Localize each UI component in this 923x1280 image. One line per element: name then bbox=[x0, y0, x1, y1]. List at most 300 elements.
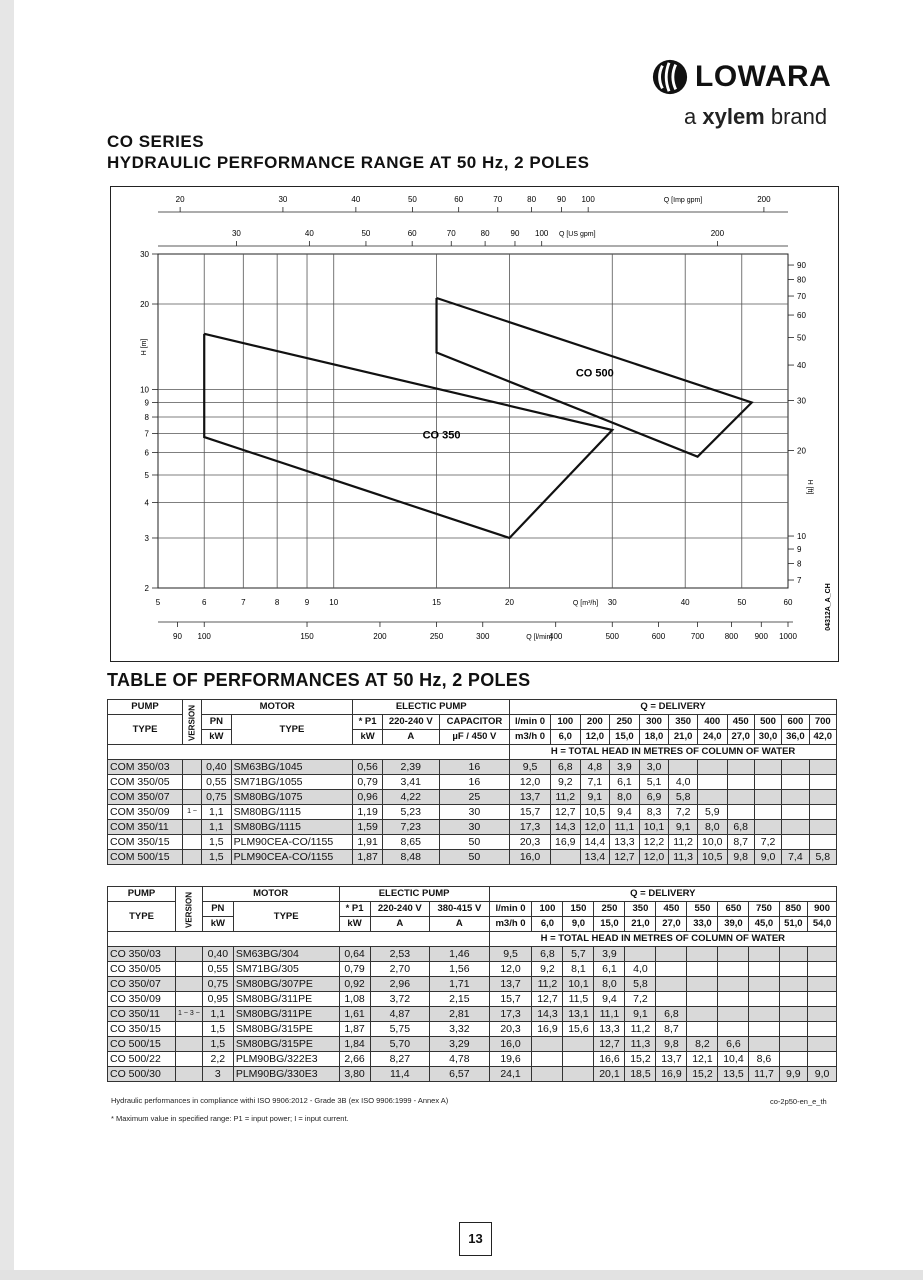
table-cell: 11,2 bbox=[550, 790, 580, 805]
table-cell: 8,7 bbox=[727, 835, 754, 850]
table-cell: m3/h 0 bbox=[510, 730, 551, 745]
table-cell: 0,79 bbox=[339, 962, 370, 977]
table-header-row bbox=[108, 700, 837, 715]
table-cell: COM 350/05 bbox=[108, 775, 183, 790]
table-cell: MOTOR bbox=[202, 700, 353, 715]
table-cell: 8,3 bbox=[639, 805, 669, 820]
table-cell: SM80BG/311PE bbox=[233, 1007, 339, 1022]
table-cell: 11,2 bbox=[532, 977, 563, 992]
tick-label-m3h: 8 bbox=[274, 598, 280, 607]
table-cell: 24,0 bbox=[697, 730, 727, 745]
table-cell: PLM90BG/330E3 bbox=[233, 1067, 339, 1082]
table-cell: 5,9 bbox=[697, 805, 727, 820]
table-cell: 10,1 bbox=[563, 977, 594, 992]
table-cell bbox=[754, 805, 781, 820]
table-cell: 3 bbox=[202, 1067, 233, 1082]
table-cell: 5,8 bbox=[809, 850, 836, 865]
table-cell: 18,0 bbox=[639, 730, 669, 745]
table-cell: 1,5 bbox=[202, 835, 232, 850]
table-cell: 0,56 bbox=[353, 760, 383, 775]
table-cell: 45,0 bbox=[749, 917, 779, 932]
tick-label-head-m: 4 bbox=[144, 498, 149, 508]
table-cell bbox=[687, 962, 718, 977]
tick-label-head-ft: 40 bbox=[797, 361, 806, 371]
tick-label-head-ft: 90 bbox=[797, 261, 806, 271]
table-cell: 12,7 bbox=[550, 805, 580, 820]
table-header-row bbox=[108, 917, 837, 932]
table-cell bbox=[625, 947, 656, 962]
table-cell: PLM90CEA-CO/1155 bbox=[231, 835, 353, 850]
table-cell: 1,08 bbox=[339, 992, 370, 1007]
table-cell: 0,75 bbox=[202, 790, 232, 805]
table-cell bbox=[808, 1007, 837, 1022]
table-cell bbox=[779, 947, 808, 962]
table-cell: 6,1 bbox=[594, 962, 625, 977]
table-cell bbox=[550, 850, 580, 865]
table-cell: 13,1 bbox=[563, 1007, 594, 1022]
table-cell bbox=[183, 790, 202, 805]
table-cell: 12,2 bbox=[639, 835, 669, 850]
table-cell bbox=[687, 1022, 718, 1037]
table-cell: 6,0 bbox=[550, 730, 580, 745]
table-cell: 3,80 bbox=[339, 1067, 370, 1082]
table-cell: 30 bbox=[439, 820, 509, 835]
tick-label-us-gpm: 100 bbox=[535, 229, 549, 238]
table-cell: 1,5 bbox=[202, 1022, 233, 1037]
table-cell: CO 500/15 bbox=[108, 1037, 176, 1052]
table-cell bbox=[532, 1037, 563, 1052]
table-header-row bbox=[108, 932, 837, 947]
table-cell: ELECTIC PUMP bbox=[353, 700, 510, 715]
tick-label-m3h: 20 bbox=[505, 598, 514, 607]
tick-label-lmin: 200 bbox=[373, 632, 387, 641]
table-cell bbox=[779, 1037, 808, 1052]
table-row bbox=[108, 805, 837, 820]
table-cell: 1,87 bbox=[353, 850, 383, 865]
table-cell: 16,0 bbox=[489, 1037, 532, 1052]
table-cell: 9,5 bbox=[510, 760, 551, 775]
table-cell bbox=[727, 760, 754, 775]
tick-label-lmin: 900 bbox=[754, 632, 768, 641]
table-cell: 650 bbox=[718, 902, 749, 917]
table-cell: kW bbox=[202, 730, 232, 745]
table-cell: 10,0 bbox=[697, 835, 727, 850]
table-cell: 17,3 bbox=[489, 1007, 532, 1022]
table-cell: 1,5 bbox=[202, 1037, 233, 1052]
table-cell: PUMP bbox=[108, 887, 176, 902]
table-cell: SM71BG/305 bbox=[233, 962, 339, 977]
table-cell: 10,4 bbox=[718, 1052, 749, 1067]
page-bottom-edge bbox=[0, 1270, 923, 1280]
table-cell: 10,5 bbox=[580, 805, 610, 820]
table-cell: 1 ~ 3 ~ bbox=[176, 1007, 203, 1022]
performance-envelope-co350 bbox=[204, 334, 612, 538]
table-row bbox=[108, 962, 837, 977]
table-cell bbox=[183, 820, 202, 835]
table-cell: 5,7 bbox=[563, 947, 594, 962]
table-cell bbox=[782, 805, 809, 820]
tick-label-us-gpm: 40 bbox=[304, 229, 314, 238]
table-row bbox=[108, 1037, 837, 1052]
table-cell: 25 bbox=[439, 790, 509, 805]
table-cell: CO 350/09 bbox=[108, 992, 176, 1007]
axis-label-m3h: Q [m³/h] bbox=[572, 600, 599, 607]
table-cell: 4,8 bbox=[580, 760, 610, 775]
tick-label-us-gpm: 70 bbox=[446, 229, 456, 238]
table-cell: 11,1 bbox=[594, 1007, 625, 1022]
tick-label-m3h: 5 bbox=[155, 598, 161, 607]
table-cell bbox=[749, 1007, 779, 1022]
tick-label-head-ft: 20 bbox=[797, 446, 806, 456]
table-header-row bbox=[108, 902, 837, 917]
table-cell bbox=[754, 775, 781, 790]
table-cell: 5,23 bbox=[382, 805, 439, 820]
table-cell bbox=[183, 760, 202, 775]
table-cell bbox=[718, 947, 749, 962]
tick-label-m3h: 6 bbox=[201, 598, 207, 607]
table-cell: SM80BG/315PE bbox=[233, 1022, 339, 1037]
table-cell: 12,0 bbox=[489, 962, 532, 977]
table-cell: 220-240 V bbox=[370, 902, 430, 917]
table-cell: SM80BG/1115 bbox=[231, 805, 353, 820]
performance-table-three-phase bbox=[107, 886, 837, 1082]
tick-label-head-ft: 7 bbox=[797, 576, 802, 586]
tick-label-head-m: 7 bbox=[144, 429, 149, 439]
table-cell: 9,8 bbox=[656, 1037, 687, 1052]
table-cell: 4,22 bbox=[382, 790, 439, 805]
table-cell bbox=[779, 962, 808, 977]
table-row bbox=[108, 947, 837, 962]
table-row bbox=[108, 1052, 837, 1067]
table-cell: 2,15 bbox=[430, 992, 490, 1007]
table-cell: 8,6 bbox=[749, 1052, 779, 1067]
table-cell: * P1 bbox=[353, 715, 383, 730]
table-cell: 7,1 bbox=[580, 775, 610, 790]
table-header-row bbox=[108, 730, 837, 745]
table-cell: 6,9 bbox=[639, 790, 669, 805]
tick-label-head-ft: 50 bbox=[797, 333, 806, 343]
lowara-logo bbox=[651, 58, 831, 96]
table-cell bbox=[176, 1052, 203, 1067]
table-cell bbox=[782, 835, 809, 850]
table-cell: 12,1 bbox=[687, 1052, 718, 1067]
table-cell: 51,0 bbox=[779, 917, 808, 932]
table-cell: 21,0 bbox=[669, 730, 698, 745]
table-cell bbox=[563, 1067, 594, 1082]
table-cell: 7,2 bbox=[669, 805, 698, 820]
table-cell: A bbox=[430, 917, 490, 932]
brand-tagline: a xylem brand bbox=[684, 104, 828, 129]
tick-label-m3h: 50 bbox=[737, 598, 747, 607]
table-cell: 13,7 bbox=[656, 1052, 687, 1067]
table-cell: 850 bbox=[779, 902, 808, 917]
table-cell bbox=[718, 962, 749, 977]
table-cell: CO 350/05 bbox=[108, 962, 176, 977]
tick-label-m3h: 10 bbox=[329, 598, 339, 607]
tick-label-head-ft: 30 bbox=[797, 396, 806, 406]
table-cell bbox=[809, 835, 836, 850]
table-cell: SM80BG/1075 bbox=[231, 790, 353, 805]
table-cell: 3,9 bbox=[610, 760, 640, 775]
table-cell: Q = DELIVERY bbox=[510, 700, 837, 715]
tick-label-head-m: 30 bbox=[140, 250, 149, 259]
table-cell bbox=[656, 947, 687, 962]
table-cell: COM 350/11 bbox=[108, 820, 183, 835]
table-cell bbox=[656, 962, 687, 977]
table-cell bbox=[176, 1022, 203, 1037]
table-cell: COM 350/03 bbox=[108, 760, 183, 775]
table-cell: 1,71 bbox=[430, 977, 490, 992]
table-cell bbox=[749, 947, 779, 962]
table-cell bbox=[782, 820, 809, 835]
tick-label-head-m: 3 bbox=[144, 533, 149, 543]
tick-label-head-ft: 10 bbox=[797, 532, 806, 542]
table-cell: 13,7 bbox=[489, 977, 532, 992]
table-cell: 1,59 bbox=[353, 820, 383, 835]
table-cell: PLM90BG/322E3 bbox=[233, 1052, 339, 1067]
table-cell: 3,32 bbox=[430, 1022, 490, 1037]
table-row bbox=[108, 977, 837, 992]
table-row bbox=[108, 1067, 837, 1082]
table-cell: 8,0 bbox=[594, 977, 625, 992]
table-cell: 6,57 bbox=[430, 1067, 490, 1082]
table-cell bbox=[808, 962, 837, 977]
table-cell: 8,48 bbox=[382, 850, 439, 865]
table-cell bbox=[808, 1037, 837, 1052]
table-cell bbox=[809, 760, 836, 775]
axis-label-head-m: H [m] bbox=[141, 338, 148, 356]
table-cell: 6,1 bbox=[610, 775, 640, 790]
table-cell: 8,27 bbox=[370, 1052, 430, 1067]
tick-label-imp-gpm: 200 bbox=[757, 195, 771, 204]
table-cell: 5,8 bbox=[669, 790, 698, 805]
tick-label-lmin: 1000 bbox=[779, 632, 797, 641]
table-cell: 220-240 V bbox=[382, 715, 439, 730]
table-cell: 0,79 bbox=[353, 775, 383, 790]
compliance-note: Hydraulic performances in compliance withi ISO 9906:2012 - Grade 3B (ex ISO 9906:1999 - Annex A) bbox=[111, 1096, 449, 1105]
series-label-co350: CO 350 bbox=[422, 429, 461, 442]
table-cell: 11,5 bbox=[563, 992, 594, 1007]
table-cell: 6,8 bbox=[550, 760, 580, 775]
table-cell: TYPE bbox=[108, 902, 176, 932]
table-cell: 14,3 bbox=[550, 820, 580, 835]
table-cell: PN bbox=[202, 715, 232, 730]
table-cell: 12,7 bbox=[532, 992, 563, 1007]
table-cell: SM80BG/307PE bbox=[233, 977, 339, 992]
table-cell bbox=[687, 992, 718, 1007]
table-cell: m3/h 0 bbox=[489, 917, 532, 932]
tick-label-imp-gpm: 90 bbox=[557, 195, 566, 204]
table-cell: 20,1 bbox=[594, 1067, 625, 1082]
table-cell: 8,7 bbox=[656, 1022, 687, 1037]
table-cell: 10,5 bbox=[697, 850, 727, 865]
tick-label-us-gpm: 60 bbox=[407, 229, 417, 238]
table-row bbox=[108, 850, 837, 865]
table-cell: A bbox=[382, 730, 439, 745]
table-cell: CO 500/30 bbox=[108, 1067, 176, 1082]
table-cell: 4,78 bbox=[430, 1052, 490, 1067]
axis-label-imp-gpm: Q [Imp gpm] bbox=[663, 197, 703, 204]
table-cell: MOTOR bbox=[202, 887, 339, 902]
table-cell: 0,95 bbox=[202, 992, 233, 1007]
table-cell bbox=[183, 775, 202, 790]
table-cell: 350 bbox=[625, 902, 656, 917]
tick-label-head-ft: 9 bbox=[797, 545, 802, 555]
table-cell: 15,0 bbox=[594, 917, 625, 932]
table-cell: 3,9 bbox=[594, 947, 625, 962]
table-cell bbox=[532, 1052, 563, 1067]
table-cell: 16,9 bbox=[550, 835, 580, 850]
table-cell bbox=[687, 1007, 718, 1022]
table-cell bbox=[669, 760, 698, 775]
table-cell: 8,0 bbox=[697, 820, 727, 835]
tick-label-us-gpm: 30 bbox=[231, 229, 241, 238]
table-cell bbox=[749, 992, 779, 1007]
table-cell bbox=[749, 1037, 779, 1052]
table-cell: 1,87 bbox=[339, 1022, 370, 1037]
tick-label-imp-gpm: 50 bbox=[407, 195, 417, 204]
table-cell: 1,1 bbox=[202, 805, 232, 820]
table-cell: 750 bbox=[749, 902, 779, 917]
table-cell: 600 bbox=[782, 715, 809, 730]
table-cell: 0,40 bbox=[202, 947, 233, 962]
table-cell: 550 bbox=[687, 902, 718, 917]
tick-label-head-m: 9 bbox=[144, 398, 149, 408]
table-cell bbox=[749, 977, 779, 992]
table-cell: 2,96 bbox=[370, 977, 430, 992]
tick-label-lmin: 400 bbox=[549, 632, 563, 641]
table-cell: 1,1 bbox=[202, 1007, 233, 1022]
table-row bbox=[108, 820, 837, 835]
tick-label-lmin: 150 bbox=[300, 632, 314, 641]
tick-label-head-m: 10 bbox=[140, 385, 149, 395]
table-cell bbox=[749, 962, 779, 977]
table-cell: 700 bbox=[809, 715, 836, 730]
table-header-row bbox=[108, 745, 837, 760]
table-cell: 9,1 bbox=[625, 1007, 656, 1022]
table-cell: 17,3 bbox=[510, 820, 551, 835]
table-cell: 250 bbox=[610, 715, 640, 730]
table-cell bbox=[656, 977, 687, 992]
table-cell: 20,3 bbox=[510, 835, 551, 850]
table-cell: 3,0 bbox=[639, 760, 669, 775]
table-cell: 500 bbox=[754, 715, 781, 730]
table-cell bbox=[779, 977, 808, 992]
table-cell bbox=[176, 962, 203, 977]
tick-label-m3h: 7 bbox=[241, 598, 246, 607]
table-row bbox=[108, 1022, 837, 1037]
table-cell bbox=[718, 992, 749, 1007]
tick-label-head-m: 8 bbox=[144, 413, 149, 423]
table-cell: 4,0 bbox=[625, 962, 656, 977]
table-cell: 1,56 bbox=[430, 962, 490, 977]
table-cell: 11,3 bbox=[669, 850, 698, 865]
table-cell: 3,72 bbox=[370, 992, 430, 1007]
table-cell bbox=[183, 835, 202, 850]
axis-label-us-gpm: Q [US gpm] bbox=[558, 231, 596, 238]
table-cell bbox=[176, 1067, 203, 1082]
table-cell bbox=[176, 977, 203, 992]
table-cell bbox=[754, 760, 781, 775]
tick-label-us-gpm: 50 bbox=[361, 229, 371, 238]
table-cell: CO 350/07 bbox=[108, 977, 176, 992]
range-title: HYDRAULIC PERFORMANCE RANGE AT 50 Hz, 2 POLES bbox=[107, 153, 590, 172]
tick-label-imp-gpm: 40 bbox=[351, 195, 361, 204]
table-cell bbox=[183, 850, 202, 865]
tick-label-head-ft: 60 bbox=[797, 311, 806, 321]
table-cell: 2,53 bbox=[370, 947, 430, 962]
table-cell: 9,5 bbox=[489, 947, 532, 962]
table-cell: 3,29 bbox=[430, 1037, 490, 1052]
table-cell: 15,6 bbox=[563, 1022, 594, 1037]
table-cell: SM63BG/1045 bbox=[231, 760, 353, 775]
table-cell: 15,7 bbox=[510, 805, 551, 820]
table-cell: 11,1 bbox=[610, 820, 640, 835]
table-cell: 0,75 bbox=[202, 977, 233, 992]
table-cell: 9,1 bbox=[669, 820, 698, 835]
table-cell: 150 bbox=[563, 902, 594, 917]
table-cell: ELECTIC PUMP bbox=[339, 887, 489, 902]
tick-label-lmin: 300 bbox=[476, 632, 490, 641]
table-cell: Q = DELIVERY bbox=[489, 887, 836, 902]
table-cell: 5,8 bbox=[625, 977, 656, 992]
performance-chart bbox=[110, 186, 839, 662]
table-cell: 6,6 bbox=[718, 1037, 749, 1052]
table-cell: 13,3 bbox=[610, 835, 640, 850]
table-cell: CO 350/03 bbox=[108, 947, 176, 962]
table-cell bbox=[697, 775, 727, 790]
table-cell: CO 350/15 bbox=[108, 1022, 176, 1037]
tick-label-lmin: 600 bbox=[651, 632, 666, 641]
table-cell: 24,1 bbox=[489, 1067, 532, 1082]
table-cell: 33,0 bbox=[687, 917, 718, 932]
table-row bbox=[108, 1007, 837, 1022]
table-cell: 0,55 bbox=[202, 962, 233, 977]
table-cell bbox=[563, 1052, 594, 1067]
table-cell: PN bbox=[202, 902, 233, 917]
table-cell: COM 350/15 bbox=[108, 835, 183, 850]
table-cell bbox=[808, 1052, 837, 1067]
table-cell bbox=[727, 805, 754, 820]
tick-label-imp-gpm: 100 bbox=[581, 195, 595, 204]
table-cell: kW bbox=[339, 917, 370, 932]
footnote: * Maximum value in specified range: P1 = input power; I = input current. bbox=[111, 1114, 349, 1123]
table-cell: 2,39 bbox=[382, 760, 439, 775]
table-cell: 2,70 bbox=[370, 962, 430, 977]
table-cell: SM71BG/1055 bbox=[231, 775, 353, 790]
tick-label-head-m: 5 bbox=[144, 470, 149, 480]
table-cell bbox=[656, 992, 687, 1007]
table-cell: 12,0 bbox=[510, 775, 551, 790]
axis-label-lmin: Q [l/min] bbox=[526, 634, 553, 641]
table-cell bbox=[782, 775, 809, 790]
table-cell: COM 350/09 bbox=[108, 805, 183, 820]
table-cell: 1,91 bbox=[353, 835, 383, 850]
table-cell bbox=[779, 992, 808, 1007]
tick-label-us-gpm: 80 bbox=[480, 229, 490, 238]
table-cell: 27,0 bbox=[656, 917, 687, 932]
figure-code: 04312A_A_CH bbox=[825, 583, 832, 631]
tick-label-imp-gpm: 20 bbox=[175, 195, 185, 204]
table-cell: COM 350/07 bbox=[108, 790, 183, 805]
table-cell bbox=[749, 1022, 779, 1037]
tick-label-head-m: 6 bbox=[144, 448, 149, 458]
table-cell: 13,4 bbox=[580, 850, 610, 865]
table-cell bbox=[176, 992, 203, 1007]
tick-label-us-gpm: 90 bbox=[510, 229, 520, 238]
table-cell: 5,1 bbox=[639, 775, 669, 790]
table-cell bbox=[718, 977, 749, 992]
